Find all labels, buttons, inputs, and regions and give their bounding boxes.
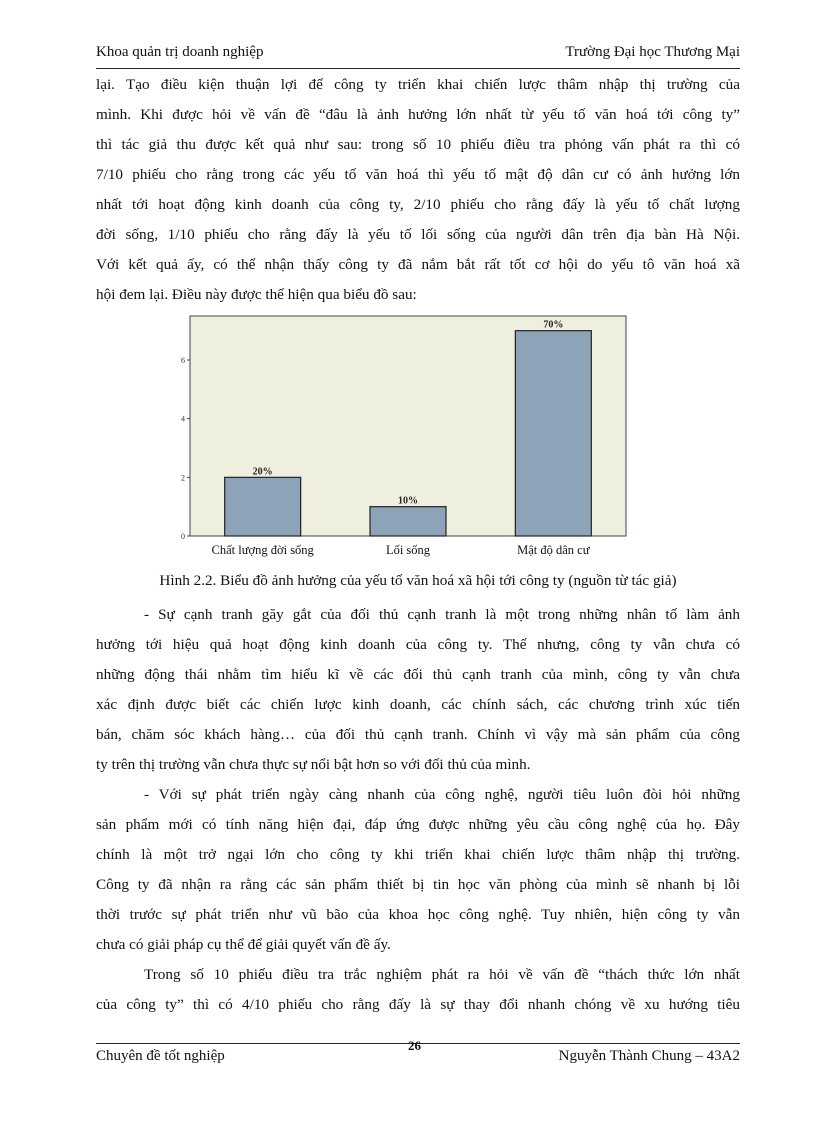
- bar-data-label: 10%: [398, 495, 418, 507]
- bar: [225, 477, 301, 536]
- text-line: những động thái nhằm tìm hiểu kĩ về các đối thủ cạnh tranh của mình, công ty vẫn chưa: [96, 666, 740, 683]
- text-line: thời trước sự phát triển như vũ bão của khoa học công nghệ. Tuy nhiên, hiện công ty vẫn: [96, 906, 740, 923]
- y-tick-label: 6: [181, 356, 185, 365]
- text-line: chính là một trở ngại lớn cho công ty khi triển khai chiến lược thâm nhập thị trường.: [96, 846, 740, 863]
- paragraph-1: [96, 70, 740, 310]
- page-number: 26: [408, 1038, 421, 1053]
- footer-thesis-label: Chuyên đề tốt nghiệp: [96, 1048, 225, 1064]
- header-faculty: Khoa quản trị doanh nghiệp: [96, 44, 264, 60]
- text-line: của công ty” thì có 4/10 phiếu cho rằng đấy là sự thay đổi nhanh chóng về xu hướng tiêu: [96, 996, 740, 1013]
- text-line: Với kết quả ấy, có thể nhận thấy công ty đã nắm bắt rất tốt cơ hội do yếu tô văn hoá xã: [96, 256, 740, 273]
- text-line: - Với sự phát triển ngày càng nhanh của công nghệ, người tiêu luôn đòi hỏi những: [144, 786, 740, 803]
- text-line: mình. Khi được hỏi về vấn đề “đâu là ảnh hưởng lớn nhất từ yếu tố văn hoá tới công ty”: [96, 106, 740, 123]
- figure-caption: Hình 2.2. Biểu đồ ảnh hưởng của yếu tố văn hoá xã hội tới công ty (nguồn từ tác giả): [159, 572, 677, 589]
- text-line: sản phẩm mới có tính năng hiện đại, đáp ứng được những yêu cầu công nghệ của họ. Đây: [96, 816, 740, 833]
- text-line: 7/10 phiếu cho rằng trong các yếu tố văn hoá thì yếu tố mật độ dân cư có ảnh hưởng lớn: [96, 166, 740, 183]
- text-line: hưởng tới hiệu quả hoạt động kinh doanh của công ty. Thế nhưng, công ty vẫn chưa có: [96, 636, 740, 653]
- bar-data-label: 70%: [543, 319, 564, 331]
- page-header: [96, 42, 740, 69]
- x-category-label: Mật độ dân cư: [517, 543, 590, 557]
- x-category-label: Chất lượng đời sống: [211, 543, 314, 557]
- text-line: - Sự cạnh tranh găy gắt của đối thủ cạnh tranh là một trong những nhân tố làm ảnh: [144, 606, 740, 623]
- x-category-label: Lối sống: [385, 543, 431, 557]
- paragraph-4: [96, 960, 740, 1020]
- footer-author: Nguyễn Thành Chung – 43A2: [558, 1048, 740, 1064]
- bar-data-label: 20%: [252, 466, 273, 478]
- text-line: nhất tới hoạt động kinh doanh của công ty, 2/10 phiếu cho rằng đấy là yếu tố chất lượng: [96, 196, 740, 213]
- page-footer: [96, 1038, 740, 1070]
- y-tick-label: 0: [181, 532, 185, 541]
- text-line: hội đem lại. Điều này được thể hiện qua biểu đồ sau:: [96, 286, 417, 303]
- text-line: ty trên thị trường vẫn chưa thực sự nổi bật hơn so với đối thủ của mình.: [96, 756, 531, 773]
- text-line: lại. Tạo điều kiện thuận lợi để công ty triển khai chiến lược thâm nhập thị trường của: [96, 76, 740, 93]
- text-line: thì tác giả thu được kết quả như sau: trong số 10 phiếu điều tra phỏng vấn phát ra thì có: [96, 136, 740, 153]
- text-line: Trong số 10 phiếu điều tra trắc nghiệm phát ra hỏi về vấn đề “thách thức lớn nhất: [144, 966, 740, 983]
- text-line: xác định được biết các chiến lược kinh doanh, các chính sách, các chương trình xúc tiến: [96, 696, 740, 713]
- y-tick-label: 4: [181, 414, 185, 424]
- paragraph-2: [96, 600, 740, 780]
- text-line: bán, chăm sóc khách hàng… của đối thủ cạnh tranh. Chính vì vậy mà sản phẩm của công: [96, 726, 740, 743]
- text-line: Công ty đã nhận ra rằng các sản phẩm thiết bị tin học văn phòng của mình sẽ nhanh bị lỗi: [96, 876, 740, 893]
- chart-canvas: [176, 314, 628, 566]
- paragraph-3: [96, 780, 740, 960]
- bar: [370, 507, 446, 536]
- y-tick-label: 2: [181, 473, 185, 483]
- header-university: Trường Đại học Thương Mại: [565, 44, 740, 60]
- bar: [515, 331, 591, 536]
- text-line: chưa có giải pháp cụ thể để giải quyết vấn đề ấy.: [96, 936, 391, 953]
- text-line: đời sống, 1/10 phiếu cho rằng đấy là yếu tố lối sống của người dân trên địa bàn Hà Nội.: [96, 226, 740, 243]
- bar-chart: [176, 314, 628, 566]
